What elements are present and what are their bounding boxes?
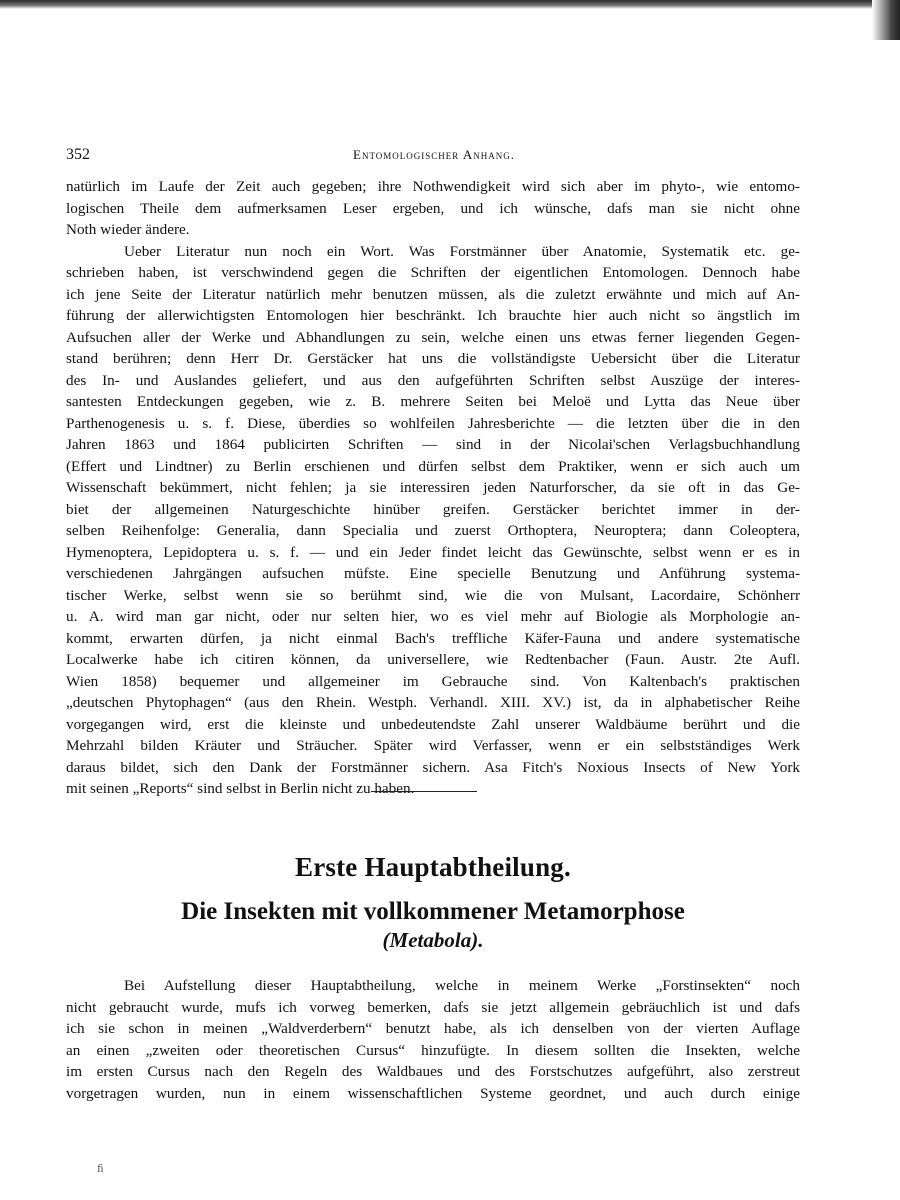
text-line: Localwerke habe ich citiren können, da universellere, wie Redtenbacher (Faun. Austr. 2te Aufl. xyxy=(66,651,800,668)
scan-corner-shadow xyxy=(872,0,900,40)
text-line: Wissenschaft bekümmert, nicht fehlen; ja sie interessiren jeden Naturforscher, da sie oft in das Ge- xyxy=(66,479,800,496)
text-line: Ueber Literatur nun noch ein Wort. Was Forstmänner über Anatomie, Systematik etc. ge- xyxy=(124,242,800,260)
section-paragraph xyxy=(66,975,800,1104)
text-line: stand berühren; denn Herr Dr. Gerstäcker hat uns die vollständigste Uebersicht über die Literatur xyxy=(66,350,800,367)
text-line: Hymenoptera, Lepidoptera u. s. f. — und ein Jeder findet leicht das Gewünschte, selbst wenn er es in xyxy=(66,543,800,561)
text-line: schrieben haben, ist verschwindend gegen die Schriften der eigentlichen Entomologen. Dennoch habe xyxy=(66,264,800,281)
text-line: Bei Aufstellung dieser Hauptabtheilung, welche in meinem Werke „Forstinsekten“ noch xyxy=(124,977,800,994)
text-line: ich sie schon in meinen „Waldverderbern“ benutzt habe, als ich denselben von der vierten Auflage xyxy=(66,1020,800,1037)
section-body xyxy=(66,975,800,1104)
text-line: tischer Werke, selbst wenn sie so berühmt sind, wie die von Mulsant, Lacordaire, Schönherr xyxy=(66,586,800,604)
text-line: im ersten Cursus nach den Regeln des Waldbaues und des Forstschutzes aufgeführt, also zerstreut xyxy=(66,1063,800,1080)
text-line: vorgegangen wird, erst die kleinste und unbedeutendste Zahl unserer Waldbäume berührt und die xyxy=(66,715,800,733)
text-line: Mehrzahl bilden Kräuter und Sträucher. Später wird Verfasser, wenn er ein selbstständiges Werk xyxy=(66,737,800,754)
literature-paragraph xyxy=(66,241,800,800)
text-line: santesten Entdeckungen gegeben, wie z. B. mehrere Seiten bei Meloë und Lytta das Neue über xyxy=(66,393,800,410)
text-line: biet der allgemeinen Naturgeschichte hinüber greifen. Gerstäcker berichtet immer in der- xyxy=(66,500,800,518)
text-line: Noth wieder ändere. xyxy=(66,221,190,238)
text-line: an einen „zweiten oder theoretischen Cursus“ hinzufügte. In diesem sollten die Insekten, welche xyxy=(66,1041,800,1059)
text-line: „deutschen Phytophagen“ (aus den Rhein. Westph. Verhandl. XIII. XV.) ist, da in alphabetischer Reihe xyxy=(66,694,800,711)
text-line: natürlich im Laufe der Zeit auch gegeben; ihre Nothwendigkeit wird sich aber im phyto-, wie entomo- xyxy=(66,178,800,195)
footer-mark: ﬁ xyxy=(97,1161,104,1175)
text-line: Jahren 1863 und 1864 publicirten Schriften — sind in der Nicolai'schen Verlagsbuchhandlung xyxy=(66,436,800,453)
section-subtitle: Die Insekten mit vollkommener Metamorphose xyxy=(181,898,685,925)
text-line: Aufsuchen aller der Werke und Abhandlungen zu sein, welche einen uns etwas ferner liegenden Gegen- xyxy=(66,328,800,346)
page-number: 352 xyxy=(66,146,90,163)
page-header xyxy=(66,146,802,168)
text-line: kommt, erwarten dürfen, ja nicht einmal Bach's treffliche Käfer-Fauna und andere systematische xyxy=(66,629,800,647)
scan-top-edge xyxy=(0,0,900,9)
text-line: u. A. wird man gar nicht, oder nur selten hier, wo es viel mehr auf Biologie als Morphologie an- xyxy=(66,608,800,625)
text-line: des In- und Auslandes geliefert, und aus den aufgeführten Schriften selbst Auszüge der interes- xyxy=(66,371,800,389)
text-line: vorgetragen wurden, nun in einem wissenschaftlichen Systeme geordnet, und auch durch einige xyxy=(66,1084,800,1102)
text-line: Wien 1858) bequemer und allgemeiner im Gebrauche sind. Von Kaltenbach's praktischen xyxy=(66,672,800,690)
section-divider xyxy=(371,791,477,792)
running-head: Entomologischer Anhang. xyxy=(353,147,515,162)
text-line: logischen Theile dem aufmerksamen Leser ergeben, und ich wünsche, dafs man sie nicht ohne xyxy=(66,199,800,217)
text-line: ich jene Seite der Literatur natürlich mehr benutzen müssen, als die zuletzt erwähnte und mich auf An- xyxy=(66,285,800,303)
text-line: verschiedenen Jahrgängen aufsuchen müfste. Eine specielle Benutzung und Anführung systema- xyxy=(66,565,800,582)
text-line: mit seinen „Reports“ sind selbst in Berlin nicht zu haben. xyxy=(66,780,415,797)
text-line: nicht gebraucht wurde, mufs ich vorweg bemerken, dafs sie jetzt allgemein gebräuchlich ist und dafs xyxy=(66,998,800,1016)
body-text xyxy=(66,176,800,800)
section-latin-name: (Metabola). xyxy=(382,928,484,952)
text-line: (Effert und Lindtner) zu Berlin erschienen und dürfen selbst dem Praktiker, wenn er sich auch um xyxy=(66,457,800,475)
intro-paragraph xyxy=(66,176,800,241)
text-line: selben Reihenfolge: Generalia, dann Specialia und zuerst Orthoptera, Neuroptera; dann Coleoptera, xyxy=(66,522,800,539)
text-line: Parthenogenesis u. s. f. Diese, überdies so wohlfeilen Jahresberichte — die letzten über die in den xyxy=(66,414,800,432)
section-title: Erste Hauptabtheilung. xyxy=(295,852,571,882)
text-line: daraus bildet, sich den Dank der Forstmänner sichern. Asa Fitch's Noxious Insects of New York xyxy=(66,758,800,776)
text-line: führung der allerwichtigsten Entomologen hier beschränkt. Ich brauchte hier auch nicht so ängstlich im xyxy=(66,307,800,324)
